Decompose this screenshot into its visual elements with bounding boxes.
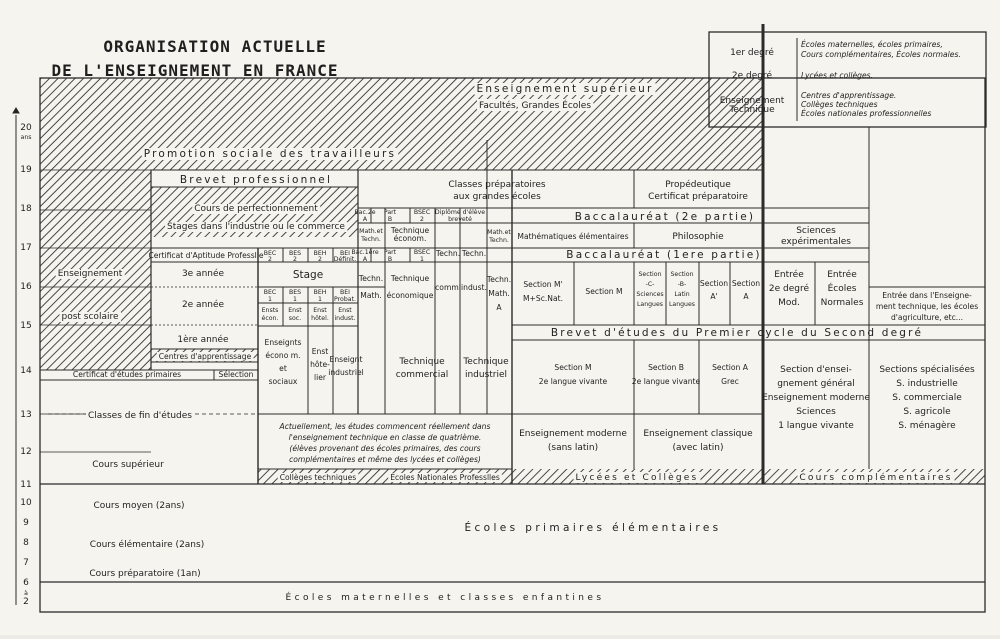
tech-code: BES xyxy=(288,289,302,296)
propedeutique: Certificat préparatoire xyxy=(648,192,748,202)
comml-label: comml xyxy=(435,283,461,292)
ecoles-maternelles: Écoles maternelles et classes enfantines xyxy=(285,593,605,603)
section-a-prime: A' xyxy=(710,292,718,301)
age-label: 16 xyxy=(20,282,32,292)
bac2-code: Diplôme d'élève xyxy=(434,209,486,216)
annee-2: 2e année xyxy=(181,300,225,310)
bac2-code-sub: A xyxy=(362,216,368,223)
techn-math-a: Math. xyxy=(488,289,510,298)
techn-label2: Techn. xyxy=(435,249,461,258)
entree-ens-technique: Entrée dans l'Enseigne- xyxy=(882,291,972,300)
age-label: 11 xyxy=(20,480,32,490)
tech-code: BEH xyxy=(313,250,327,257)
section-enseignement-general: gnement général xyxy=(777,379,855,389)
technique-industriel: industriel xyxy=(464,370,508,380)
tech-code: Enst xyxy=(338,307,352,314)
age-label: 19 xyxy=(20,165,32,175)
section-c: Section xyxy=(638,271,662,278)
age-label: à xyxy=(24,590,28,597)
technique-econom: Technique xyxy=(390,226,430,235)
technique-industriel: Technique xyxy=(463,357,509,367)
age-label: 14 xyxy=(20,366,32,376)
centres-apprentissage: Centres d'apprentissage xyxy=(158,352,252,361)
tech-note: l'enseignement technique en classe de quatrième. xyxy=(288,433,482,442)
tech-code: BEC xyxy=(263,250,277,257)
ecoles-nationales-pro: Écoles Nationales Professlles xyxy=(390,473,500,482)
age-label: 7 xyxy=(23,558,29,568)
enseignement-moderne: (sans latin) xyxy=(547,443,599,453)
math-techn2: Techn. xyxy=(489,237,509,244)
section-a-grec: Grec xyxy=(721,377,739,386)
sciences-experimentales: Sciences xyxy=(796,226,836,236)
section-enseignement-general: Section d'ensei- xyxy=(780,365,852,375)
section-c: Sciences xyxy=(636,291,664,298)
tech-code: BEI xyxy=(340,250,350,257)
tech-code-sub: hôtel. xyxy=(311,315,329,322)
cap-label: Certificat d'Aptitude Professlle xyxy=(148,251,264,260)
enseignement-industriel: Enseignt xyxy=(329,355,363,364)
tech-code-sub: Définit. xyxy=(333,256,357,263)
age-label: 6 xyxy=(23,578,29,588)
math-label: Math. xyxy=(360,291,382,300)
age-label: 8 xyxy=(23,538,29,548)
post-ens: Enseignement xyxy=(57,269,123,279)
section-c: -C- xyxy=(645,281,655,288)
sections-specialisees: S. agricole xyxy=(903,407,951,417)
section-enseignement-general: Sciences xyxy=(796,407,836,417)
tech-code: BEI xyxy=(340,289,350,296)
title-line2: DE L'ENSEIGNEMENT EN FRANCE xyxy=(51,61,339,80)
entree-ecoles-normales: Écoles xyxy=(827,284,857,294)
sections-specialisees: S. commerciale xyxy=(892,393,962,403)
tech-code: BES xyxy=(288,250,302,257)
entree-2e-degre: Entrée xyxy=(774,270,804,280)
bac1-code-sub: 1 xyxy=(420,256,424,263)
enseignement-moderne: Enseignement moderne xyxy=(519,429,627,439)
sections-specialisees: Sections spécialisées xyxy=(879,365,975,375)
post-ps: post scolaire xyxy=(61,312,119,322)
enseignement-classique: Enseignement classique xyxy=(643,429,753,439)
bac2-code: Part xyxy=(383,209,397,216)
tech-code-sub: 1 xyxy=(318,296,322,303)
age-label: 17 xyxy=(20,243,32,253)
ecoles-primaires: Écoles primaires élémentaires xyxy=(464,522,722,534)
legend-2e-degre: 2e degré xyxy=(731,71,773,81)
bac2-code: Bac.2e xyxy=(354,209,376,216)
age-label: 2 xyxy=(23,597,29,607)
legend-technique-desc: Écoles nationales professionnelles xyxy=(801,109,932,118)
section-m-2e: Section M xyxy=(554,363,592,372)
bac1-code: BSEC xyxy=(413,249,431,256)
philosophie: Philosophie xyxy=(672,232,724,242)
age-label: 13 xyxy=(20,410,32,420)
legend-technique-desc: Centres d'apprentissage. xyxy=(801,91,897,100)
entree-2e-degre: 2e degré xyxy=(768,284,810,294)
entree-ecoles-normales: Normales xyxy=(820,298,864,308)
age-label: 15 xyxy=(20,321,32,331)
mathematiques-elementaires: Mathématiques élémentaires xyxy=(517,232,629,241)
sections-specialisees: S. industrielle xyxy=(896,379,958,389)
title-line1: ORGANISATION ACTUELLE xyxy=(103,37,327,56)
annee-1: 1ère année xyxy=(177,335,229,345)
section-m: Section M xyxy=(585,287,623,296)
legend-2e-degre-desc: Lycées et collèges. xyxy=(801,71,873,80)
lycees-colleges: Lycées et Collèges xyxy=(575,473,699,483)
enseignement-industriel: industriel xyxy=(328,368,364,377)
techn-math-a: Techn. xyxy=(486,275,512,284)
cours-superieur: Cours supérieur xyxy=(92,460,164,470)
tech-code-sub: écon. xyxy=(261,315,279,322)
tech-note: complémentaires et même des lycées et collèges) xyxy=(289,455,481,464)
section-b: Langues xyxy=(668,301,696,308)
section-a: Section xyxy=(731,279,761,288)
cours-elementaire: Cours élémentaire (2ans) xyxy=(89,540,205,550)
age-unit: ans xyxy=(20,134,32,141)
bac1-code-sub: A xyxy=(362,256,368,263)
cours-moyen: Cours moyen (2ans) xyxy=(93,501,185,511)
baccalaureat-1ere: Baccalauréat (1ere partie) xyxy=(566,249,762,261)
cours-preparatoire: Cours préparatoire (1an) xyxy=(89,569,201,579)
bac2-code-sub: 2 xyxy=(420,216,424,223)
section-a: A xyxy=(743,292,749,301)
enseignements-economiques: et xyxy=(279,364,287,373)
technique-commercial: Technique xyxy=(399,357,445,367)
promotion-label: Promotion sociale des travailleurs xyxy=(143,148,397,160)
tech-code-sub: 1 xyxy=(268,296,272,303)
fin-etudes: Classes de fin d'études xyxy=(87,411,193,421)
bac1-code: Bac.1ère xyxy=(351,249,379,256)
enseignement-hotelier: Enst xyxy=(311,347,329,356)
selection-label: Sélection xyxy=(218,370,254,379)
bac1-code-sub: B xyxy=(387,256,393,263)
enseignements-economiques: sociaux xyxy=(268,377,298,386)
technique-economique: économique xyxy=(386,291,434,300)
age-label: 9 xyxy=(23,518,29,528)
stages-label: Stages dans l'industrie ou le commerce xyxy=(167,222,345,232)
entree-2e-degre: Mod. xyxy=(778,298,800,308)
classes-preparatoires: Classes préparatoires xyxy=(448,180,546,190)
bac2-code: BSEC xyxy=(413,209,431,216)
brevet-professionnel: Brevet professionnel xyxy=(179,174,333,186)
tech-code-sub: 2 xyxy=(268,256,272,263)
classes-preparatoires: aux grandes écoles xyxy=(453,192,541,202)
section-a-prime: Section xyxy=(699,279,729,288)
entree-ecoles-normales: Entrée xyxy=(827,270,857,280)
cours-complementaires: Cours complémentaires xyxy=(799,473,953,483)
legend-1er-degre-desc: Cours complémentaires, Écoles normales. xyxy=(801,50,961,59)
bac2-code-sub: B xyxy=(387,216,393,223)
section-b: Section xyxy=(670,271,694,278)
annee-3: 3e année xyxy=(181,269,225,279)
tech-code: Enst xyxy=(313,307,327,314)
tech-note: (élèves provenant des écoles primaires, des cours xyxy=(289,444,481,453)
section-m-prime: M+Sc.Nat. xyxy=(522,294,564,303)
age-arrow-icon xyxy=(13,108,19,113)
entree-ens-technique: d'agriculture, etc... xyxy=(890,313,964,322)
legend-technique: Technique xyxy=(729,105,775,115)
colleges-techniques: Collèges techniques xyxy=(279,473,357,482)
math-techn: Math.et xyxy=(359,228,383,235)
tech-code: BEH xyxy=(313,289,327,296)
section-enseignement-general: 1 langue vivante xyxy=(778,421,854,431)
baccalaureat-2e: Baccalauréat (2e partie) xyxy=(574,211,756,223)
techn-math-a: A xyxy=(496,303,502,312)
technique-econom: économ. xyxy=(393,234,427,243)
cours-perfectionnement: Cours de perfectionnement xyxy=(194,204,318,214)
entree-ens-technique: ment technique, les écoles xyxy=(875,302,979,311)
legend-1er-degre-desc: Écoles maternelles, écoles primaires, xyxy=(801,40,943,49)
age-label: 10 xyxy=(20,498,32,508)
section-b: -B- xyxy=(677,281,687,288)
section-m-2e: 2e langue vivante xyxy=(538,377,608,386)
tech-code-sub: 2 xyxy=(318,256,322,263)
tech-code-sub: Probat. xyxy=(334,296,356,303)
sciences-experimentales: expérimentales xyxy=(781,237,851,247)
tech-code-sub: indust. xyxy=(334,315,356,322)
superieur-sub: Facultés, Grandes Écoles xyxy=(478,101,592,111)
section-enseignement-general: Enseignement moderne xyxy=(762,393,870,403)
section-b-2e: 2e langue vivante xyxy=(631,377,701,386)
math-techn2: Math.et xyxy=(487,229,511,236)
legend-1er-degre: 1er degré xyxy=(730,48,774,58)
section-b-2e: Section B xyxy=(648,363,684,372)
techn-label: Techn. xyxy=(358,274,384,283)
section-b: Latin xyxy=(674,291,690,298)
technique-economique: Technique xyxy=(390,274,430,283)
tech-code: Enst xyxy=(288,307,302,314)
propedeutique: Propédeutique xyxy=(665,180,731,190)
age-label: 20 xyxy=(20,123,32,133)
legend-technique: Enseignement xyxy=(719,96,785,106)
enseignement-hotelier: hôte- xyxy=(310,360,330,369)
age-label: 12 xyxy=(20,447,32,457)
enseignement-classique: (avec latin) xyxy=(672,443,724,453)
section-a-grec: Section A xyxy=(712,363,748,372)
tech-code-sub: soc. xyxy=(288,315,302,322)
bac1-code: Part xyxy=(383,249,397,256)
tech-code: Ensts xyxy=(261,307,279,314)
indust-label: indust. xyxy=(461,283,487,292)
stage-label: Stage xyxy=(292,269,324,281)
enseignements-economiques: Enseignts xyxy=(264,338,302,347)
section-m-prime: Section M' xyxy=(523,280,563,289)
math-techn: Techn. xyxy=(361,236,381,243)
superieur-label: Enseignement supérieur xyxy=(476,83,654,95)
age-label: 18 xyxy=(20,204,32,214)
bac2-code-sub: breveté xyxy=(448,216,472,223)
sections-specialisees: S. ménagère xyxy=(898,421,956,431)
tech-code-sub: 1 xyxy=(293,296,297,303)
tech-code-sub: 2 xyxy=(293,256,297,263)
enseignement-hotelier: lier xyxy=(313,373,327,382)
cep-label: Certificat d'études primaires xyxy=(72,370,182,379)
legend-technique-desc: Collèges techniques xyxy=(801,100,878,109)
enseignements-economiques: écono m. xyxy=(265,351,301,360)
tech-code: BEC xyxy=(263,289,277,296)
brevet-premier-cycle: Brevet d'études du Premier cycle du Second degré xyxy=(550,327,924,339)
techn-label3: Techn. xyxy=(461,249,487,258)
technique-commercial: commercial xyxy=(395,370,449,380)
tech-note: Actuellement, les études commencent réellement dans xyxy=(279,422,491,431)
section-c: Langues xyxy=(636,301,664,308)
